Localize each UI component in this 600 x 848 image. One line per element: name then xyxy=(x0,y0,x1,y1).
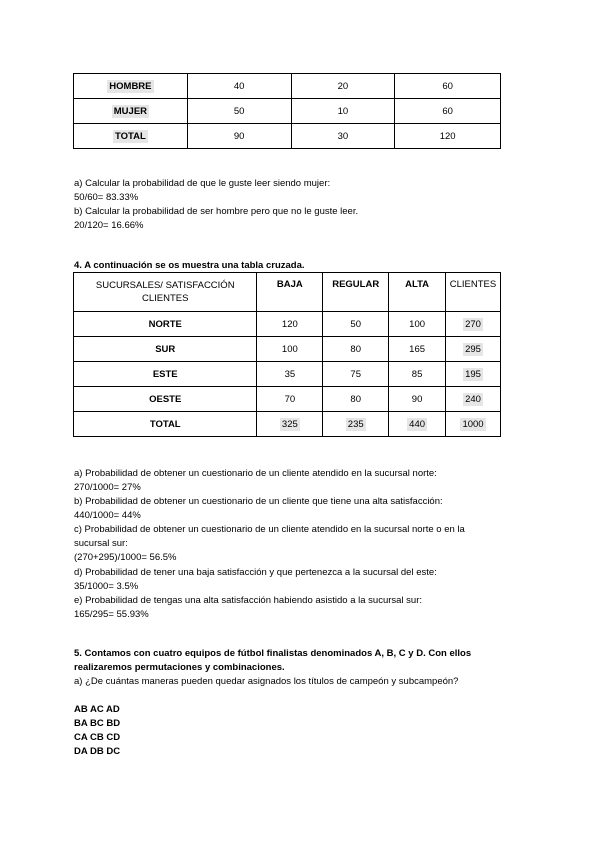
answer-line: 440/1000= 44% xyxy=(74,510,141,521)
table-cell: 325 xyxy=(281,418,298,430)
table-cell: 75 xyxy=(323,362,389,387)
table-cell: 80 xyxy=(323,337,389,362)
row-label: ESTE xyxy=(74,362,257,387)
table-cell: 80 xyxy=(323,387,389,412)
table-cell: 50 xyxy=(187,99,291,124)
row-label: HOMBRE xyxy=(109,80,152,92)
table-row xyxy=(74,337,501,362)
row-label: OESTE xyxy=(74,387,257,412)
table-row xyxy=(74,312,501,337)
question-line: sucursal sur: xyxy=(74,538,128,549)
table-cell: 90 xyxy=(187,124,291,149)
table-cell: 295 xyxy=(465,343,481,355)
table-cell: 60 xyxy=(395,99,501,124)
table-row xyxy=(74,124,501,149)
answer-a: 50/60= 83.33% xyxy=(74,192,139,203)
table-cell: 70 xyxy=(257,387,323,412)
answer-line: 270/1000= 27% xyxy=(74,482,141,493)
row-label: MUJER xyxy=(113,105,148,117)
answer-row: DA DB DC xyxy=(74,746,121,757)
table-cell: 120 xyxy=(257,312,323,337)
table-cell: 30 xyxy=(291,124,395,149)
table-cell: 235 xyxy=(347,418,364,430)
answer-row: CA CB CD xyxy=(74,732,121,743)
answer-b: 20/120= 16.66% xyxy=(74,220,144,231)
section-5-question: a) ¿De cuántas maneras pueden quedar asignados los títulos de campeón y subcampeón? xyxy=(74,676,459,687)
column-header: SUCURSALES/ SATISFACCIÓN CLIENTES xyxy=(74,273,257,312)
row-label: SUR xyxy=(74,337,257,362)
question-line: e) Probabilidad de tengas una alta satisfacción habiendo asistido a la sucursal sur: xyxy=(74,595,423,606)
column-header: REGULAR xyxy=(323,273,389,312)
table-cell: 440 xyxy=(409,418,426,430)
answer-line: (270+295)/1000= 56.5% xyxy=(74,552,177,563)
answer-row: AB AC AD xyxy=(74,704,120,715)
table-cell: 270 xyxy=(465,318,481,330)
section-5-heading-cont: realizaremos permutaciones y combinaciones. xyxy=(74,662,285,673)
table-cell: 120 xyxy=(395,124,501,149)
question-line: c) Probabilidad de obtener un cuestionario de un cliente atendido en la sucursal norte o en la xyxy=(74,524,465,535)
gender-table xyxy=(73,73,501,149)
answer-line: 165/295= 55.93% xyxy=(74,609,149,620)
table-cell: 90 xyxy=(389,387,446,412)
section-5-heading: 5. Contamos con cuatro equipos de fútbol finalistas denominados A, B, C y D. Con ellos xyxy=(74,648,472,659)
row-label: TOTAL xyxy=(115,130,146,142)
table-cell: 100 xyxy=(257,337,323,362)
question-b: b) Calcular la probabilidad de ser hombre pero que no le guste leer. xyxy=(74,206,359,217)
table-row xyxy=(74,99,501,124)
table-header-row xyxy=(74,273,501,312)
table-row xyxy=(74,387,501,412)
table-cell: 240 xyxy=(465,393,481,405)
question-line: d) Probabilidad de tener una baja satisfacción y que pertenezca a la sucursal del este: xyxy=(74,567,437,578)
table-cell: 20 xyxy=(291,74,395,99)
answer-row: BA BC BD xyxy=(74,718,121,729)
table-cell: 165 xyxy=(389,337,446,362)
branch-satisfaction-table xyxy=(73,272,501,437)
question-a: a) Calcular la probabilidad de que le guste leer siendo mujer: xyxy=(74,178,331,189)
row-label: TOTAL xyxy=(74,412,257,437)
table-cell: 50 xyxy=(323,312,389,337)
column-header: CLIENTES xyxy=(446,273,501,312)
table-cell: 195 xyxy=(465,368,481,380)
table-row xyxy=(74,412,501,437)
table-row xyxy=(74,74,501,99)
column-header: BAJA xyxy=(257,273,323,312)
table-cell: 100 xyxy=(389,312,446,337)
answer-line: 35/1000= 3.5% xyxy=(74,581,139,592)
section-4-heading: 4. A continuación se os muestra una tabla cruzada. xyxy=(74,260,305,271)
question-line: a) Probabilidad de obtener un cuestionario de un cliente atendido en la sucursal norte: xyxy=(74,468,437,479)
table-cell: 35 xyxy=(257,362,323,387)
table-cell: 60 xyxy=(395,74,501,99)
question-line: b) Probabilidad de obtener un cuestionario de un cliente que tiene una alta satisfacción: xyxy=(74,496,443,507)
row-label: NORTE xyxy=(74,312,257,337)
table-cell: 1000 xyxy=(462,418,484,430)
table-cell: 85 xyxy=(389,362,446,387)
column-header: ALTA xyxy=(389,273,446,312)
table-cell: 10 xyxy=(291,99,395,124)
table-row xyxy=(74,362,501,387)
table-cell: 40 xyxy=(187,74,291,99)
